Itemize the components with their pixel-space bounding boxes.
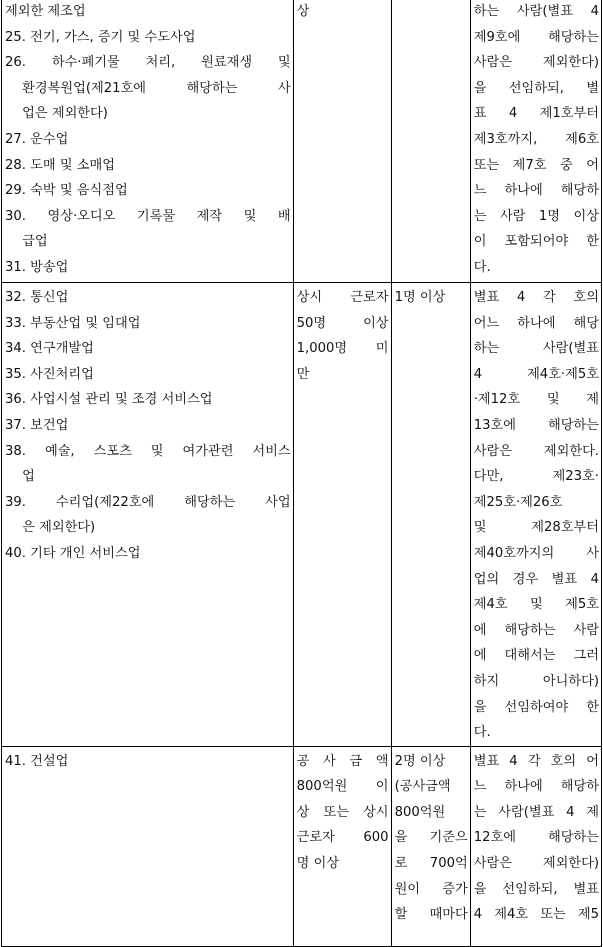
scale-line: 명 이상 bbox=[296, 856, 340, 872]
scale-line: 50명 이상 bbox=[296, 315, 389, 331]
qualification-line: 에 대해서는 그러 bbox=[473, 648, 599, 664]
qualification-line: 사람은 제외한다) bbox=[473, 55, 599, 71]
qualification-line: 느 하나에 해당하 bbox=[473, 183, 599, 199]
scale-line: 상 또는 상시 bbox=[296, 804, 389, 820]
qualification-line: 별표 4 각 호의 어 bbox=[473, 753, 599, 769]
industry-line: 30. 영상·오디오 기록물 제작 및 배 bbox=[5, 208, 291, 224]
count-line: 할 때마다 bbox=[394, 907, 468, 923]
qualification-cell bbox=[470, 746, 601, 946]
qualification-line: 12호에 해당하는 bbox=[473, 830, 599, 846]
industry-line: 급업 bbox=[22, 234, 48, 250]
count-line: 원이 증가 bbox=[394, 881, 468, 897]
qualification-line: 을 선임하되, 별 bbox=[473, 80, 599, 96]
count-line: 1명 이상 bbox=[394, 290, 446, 305]
qualification-line: 어느 하나에 해당 bbox=[473, 315, 599, 331]
industry-line: 32. 통신업 bbox=[5, 290, 69, 305]
industry-line: 34. 연구개발업 bbox=[5, 341, 94, 357]
scale-line: 상시 근로자 bbox=[296, 290, 389, 305]
scale-line: 공 사 금 액 bbox=[296, 753, 389, 769]
qualification-line: 다. bbox=[473, 725, 491, 741]
qualification-line: 을 선임하되, 별표 bbox=[473, 881, 599, 897]
industry-line: 36. 사업시설 관리 및 조경 서비스업 bbox=[5, 392, 213, 408]
count-line: 로 700억 bbox=[394, 856, 468, 872]
qualification-line: 제3호까지, 제6호 bbox=[473, 131, 599, 147]
industry-line: 38. 예술, 스포츠 및 여가관련 서비스 bbox=[5, 443, 291, 459]
industry-line: 26. 하수·폐기물 처리, 원료재생 및 bbox=[5, 55, 291, 71]
industry-line: 업 bbox=[22, 469, 35, 485]
scale-line: 1,000명 미 bbox=[296, 341, 389, 357]
qualification-line: 하는 사람(별표 bbox=[473, 341, 599, 357]
industry-line: 28. 도매 및 소매업 bbox=[5, 157, 115, 173]
industry-line: 39. 수리업(제22호에 해당하는 사업 bbox=[5, 494, 291, 510]
count-cell bbox=[391, 0, 470, 283]
qualification-line: 4 제4호 또는 제5 bbox=[473, 907, 599, 923]
qualification-line: 이 포함되어야 한 bbox=[473, 234, 599, 250]
qualification-line: 별표 4 각 호의 bbox=[473, 290, 599, 305]
qualification-line: 및 제28호부터 bbox=[473, 520, 599, 536]
scale-line: 상 bbox=[296, 4, 310, 19]
industry-line: 41. 건설업 bbox=[5, 753, 69, 769]
industry-line: 33. 부동산업 및 임대업 bbox=[5, 315, 141, 331]
industry-line: 환경복원업(제21호에 해당하는 사 bbox=[22, 80, 291, 96]
industry-line: 은 제외한다) bbox=[22, 520, 96, 536]
count-line: (공사금액 bbox=[394, 779, 451, 795]
scale-line: 800억원 이 bbox=[296, 779, 389, 795]
qualification-line: 을 선임하여야 한 bbox=[473, 699, 599, 715]
qualification-line: 다. bbox=[473, 259, 491, 275]
industry-line: 27. 운수업 bbox=[5, 131, 69, 147]
safety-manager-table bbox=[1, 0, 602, 947]
industry-line: 37. 보건업 bbox=[5, 417, 69, 433]
table-row bbox=[2, 0, 602, 283]
count-cell bbox=[391, 746, 470, 946]
industry-cell bbox=[2, 0, 294, 283]
count-line: 을 기준으 bbox=[394, 830, 468, 846]
qualification-cell bbox=[470, 0, 601, 283]
qualification-line: 4 제4호·제5호 bbox=[473, 366, 599, 382]
qualification-line: 제40호까지의 사 bbox=[473, 545, 599, 561]
industry-line: 25. 전기, 가스, 증기 및 수도사업 bbox=[5, 29, 196, 45]
qualification-line: 는 사람(별표 4 제 bbox=[473, 804, 599, 820]
count-line: 2명 이상 bbox=[394, 753, 446, 769]
qualification-line: 사람은 제외한다) bbox=[473, 856, 599, 872]
industry-line: 40. 기타 개인 서비스업 bbox=[5, 545, 141, 561]
scale-line: 만 bbox=[296, 366, 310, 382]
qualification-cell bbox=[470, 283, 601, 747]
scale-cell bbox=[293, 746, 391, 946]
qualification-line: 느 하나에 해당하 bbox=[473, 779, 599, 795]
qualification-line: 하는 사람(별표 4 bbox=[473, 4, 599, 19]
qualification-line: 다만, 제23호· bbox=[473, 469, 599, 485]
qualification-line: 표 4 제1호부터 bbox=[473, 106, 599, 122]
industry-line: 29. 숙박 및 음식점업 bbox=[5, 183, 128, 199]
qualification-line: 사람은 제외한다. bbox=[473, 443, 599, 459]
industry-cell bbox=[2, 746, 294, 946]
industry-line: 업은 제외한다) bbox=[22, 106, 108, 122]
qualification-line: 제25호·제26호 bbox=[473, 494, 563, 510]
qualification-line: 는 사람 1명 이상 bbox=[473, 208, 599, 224]
scale-line: 근로자 600 bbox=[296, 830, 389, 846]
qualification-line: 13호에 해당하는 bbox=[473, 417, 599, 433]
qualification-line: 에 해당하는 사람 bbox=[473, 622, 599, 638]
qualification-line: ·제12호 및 제 bbox=[473, 392, 599, 408]
qualification-line: 제4호 및 제5호 bbox=[473, 597, 599, 613]
qualification-line: 하지 아니하다) bbox=[473, 673, 599, 689]
count-line: 800억원 bbox=[394, 804, 446, 820]
scale-cell bbox=[293, 0, 391, 283]
industry-line: 31. 방송업 bbox=[5, 259, 69, 275]
table-row bbox=[2, 283, 602, 747]
scale-cell bbox=[293, 283, 391, 747]
industry-line: 제외한 제조업 bbox=[5, 4, 86, 19]
count-cell bbox=[391, 283, 470, 747]
qualification-line: 또는 제7호 중 어 bbox=[473, 157, 599, 173]
table-row bbox=[2, 746, 602, 946]
qualification-line: 제9호에 해당하는 bbox=[473, 29, 599, 45]
industry-line: 35. 사진처리업 bbox=[5, 366, 94, 382]
industry-cell bbox=[2, 283, 294, 747]
qualification-line: 업의 경우 별표 4 bbox=[473, 571, 599, 587]
